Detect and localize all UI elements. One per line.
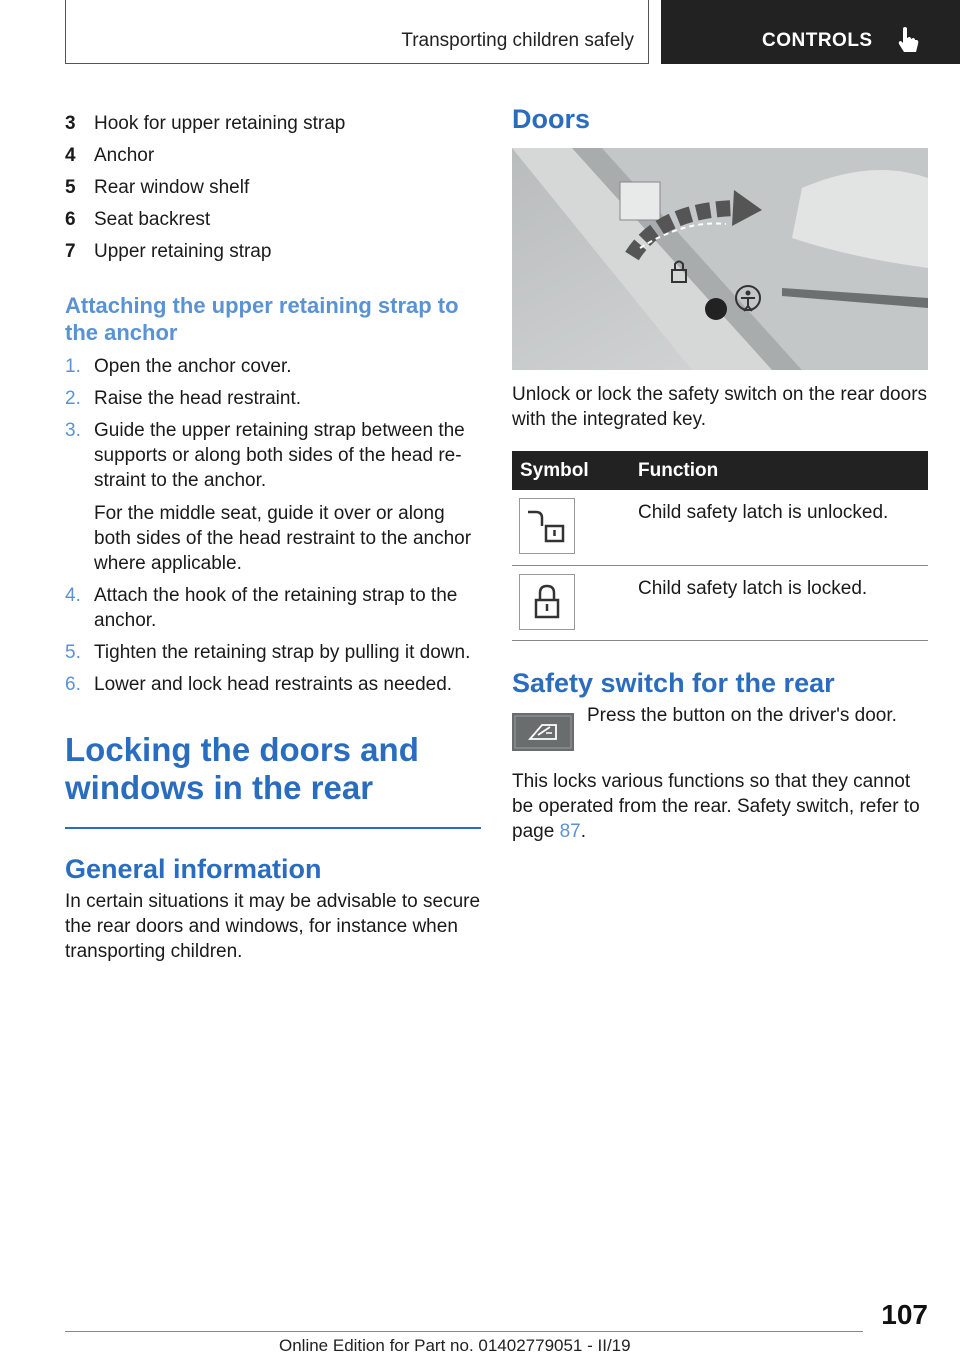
doors-heading: Doors — [512, 104, 591, 134]
footer-edition: Online Edition for Part no. 01402779051 - II/19 — [279, 1336, 631, 1355]
legend-number: 5 — [65, 177, 76, 198]
safety-button-row — [512, 703, 928, 751]
pointing-hand-icon — [897, 26, 919, 54]
legend-text: Seat backrest — [94, 209, 211, 230]
locking-heading: Locking the doors and windows in the rear — [65, 731, 419, 806]
chapter-tab — [661, 0, 960, 64]
chapter-title: CONTROLS — [762, 30, 873, 51]
locked-padlock-icon — [519, 574, 575, 630]
figure-legend — [65, 108, 481, 268]
table-row — [512, 565, 928, 640]
section-title: Transporting children safely — [401, 30, 634, 51]
legend-text: Hook for upper retaining strap — [94, 113, 346, 134]
page-reference-link[interactable]: 87 — [559, 820, 581, 842]
legend-number: 3 — [65, 113, 76, 134]
section-tab — [65, 0, 649, 64]
step-text: Open the anchor cover. — [94, 356, 292, 377]
step-item — [65, 672, 481, 697]
general-information-heading: General information — [65, 853, 322, 884]
step-item — [65, 583, 481, 633]
legend-number: 7 — [65, 241, 76, 262]
step-number: 2. — [65, 388, 81, 409]
step-item — [65, 354, 481, 379]
step-number: 4. — [65, 585, 81, 606]
legend-number: 6 — [65, 209, 76, 230]
legend-number: 4 — [65, 145, 76, 166]
symbol-table — [512, 451, 928, 641]
step-item — [65, 418, 481, 576]
function-text: Child safety latch is locked. — [622, 565, 928, 640]
window-lock-button-icon — [512, 713, 574, 751]
safety-button-text: Press the button on the driver's door. — [587, 704, 897, 726]
step-number: 6. — [65, 674, 81, 695]
doors-caption: Unlock or lock the safety switch on the rear doors with the integrated key. — [512, 384, 928, 430]
step-number: 1. — [65, 356, 81, 377]
column-header-symbol: Symbol — [512, 451, 622, 490]
heading-divider — [65, 827, 481, 829]
footer-divider — [65, 1331, 863, 1332]
table-row — [512, 490, 928, 565]
step-text: Guide the upper retaining strap between the supports or along both sides of the head re-straint to the anchor. — [94, 420, 465, 491]
step-text: Lower and lock head restraints as needed. — [94, 674, 453, 695]
legend-item — [65, 172, 481, 204]
general-information-text: In certain situations it may be advisable to secure the rear doors and windows, for instance when transporting children. — [65, 890, 481, 962]
legend-text: Anchor — [94, 145, 155, 166]
safety-switch-heading: Safety switch for the rear — [512, 667, 835, 698]
legend-text: Upper retaining strap — [94, 241, 272, 262]
left-column — [65, 108, 481, 964]
step-number: 5. — [65, 642, 81, 663]
door-safety-switch-photo — [512, 148, 928, 370]
right-column — [512, 100, 928, 844]
safety-text-end: . — [580, 820, 586, 842]
page-number: 107 — [881, 1299, 928, 1330]
attaching-strap-heading: Attaching the upper retaining strap to the anchor — [65, 293, 459, 345]
step-number: 3. — [65, 420, 81, 441]
step-item — [65, 640, 481, 665]
legend-item — [65, 236, 481, 268]
legend-item — [65, 204, 481, 236]
unlocked-padlock-icon — [519, 498, 575, 554]
legend-text: Rear window shelf — [94, 177, 250, 198]
function-text: Child safety latch is unlocked. — [622, 490, 928, 565]
legend-item — [65, 108, 481, 140]
column-header-function: Function — [622, 451, 928, 490]
step-text: Tighten the retaining strap by pulling it down. — [94, 642, 471, 663]
safety-switch-text — [512, 769, 928, 844]
safety-text: This locks various functions so that they cannot be operated from the rear. Safety switch, refer to page — [512, 770, 920, 842]
step-note: For the middle seat, guide it over or along both sides of the head restraint to the anchor where applicable. — [94, 503, 472, 574]
step-item — [65, 386, 481, 411]
attaching-steps — [65, 354, 481, 697]
step-text: Attach the hook of the retaining strap to the anchor. — [94, 585, 458, 631]
step-text: Raise the head restraint. — [94, 388, 302, 409]
legend-item — [65, 140, 481, 172]
table-header-row — [512, 451, 928, 490]
